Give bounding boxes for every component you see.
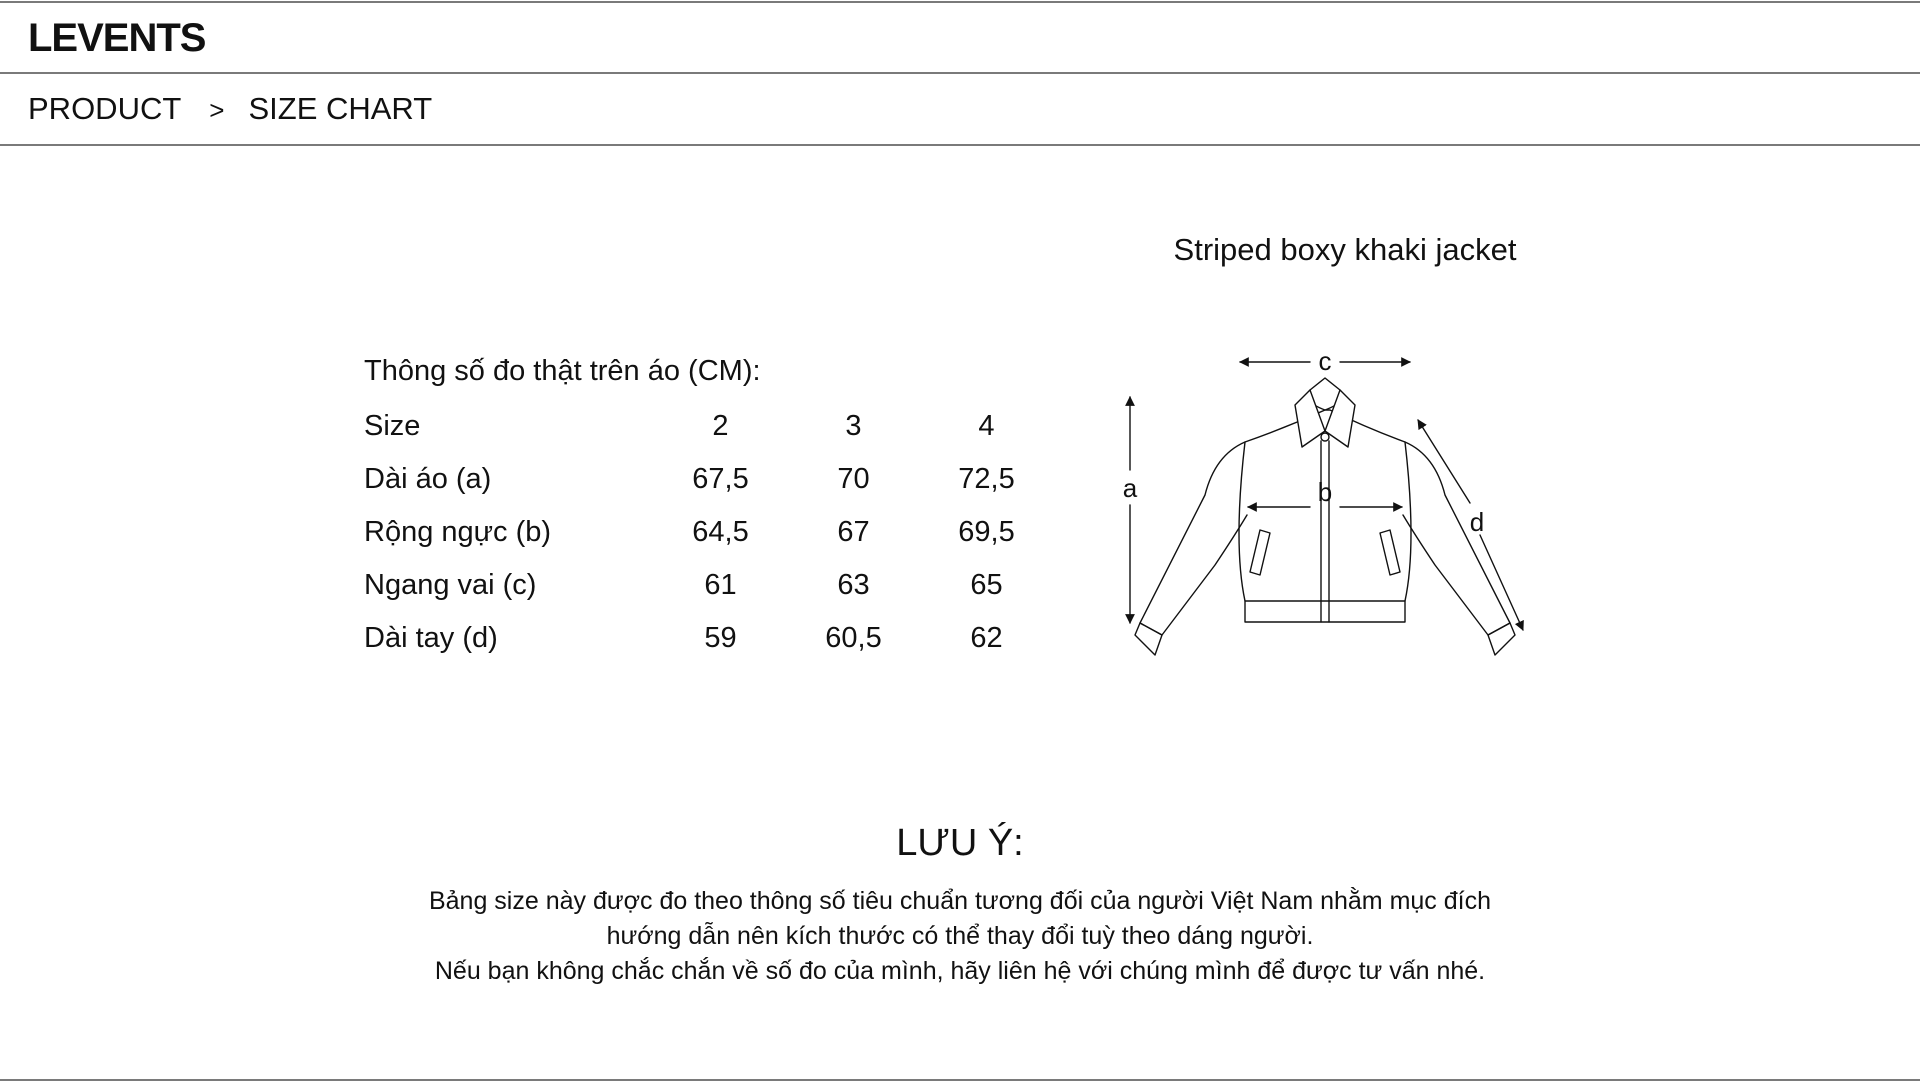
breadcrumb — [28, 84, 432, 134]
jacket-outline — [1135, 378, 1515, 655]
row-label: Rộng ngực (b) — [364, 516, 552, 548]
table-cell: 62 — [970, 622, 1003, 654]
note-line: Bảng size này được đo theo thông số tiêu chuẩn tương đối của người Việt Nam nhằm mục đích — [428, 887, 1492, 915]
breadcrumb-divider — [0, 144, 1920, 146]
breadcrumb-separator: > — [209, 95, 225, 125]
note-title: LƯU Ý: — [896, 822, 1024, 864]
size-header-cell: 4 — [978, 410, 995, 442]
brand-logo[interactable]: LEVENTS — [28, 16, 206, 60]
product-title: Striped boxy khaki jacket — [1173, 232, 1517, 267]
breadcrumb-item-size-chart: SIZE CHART — [248, 91, 433, 126]
table-row — [364, 612, 1053, 665]
top-border — [0, 1, 1920, 3]
note-line: Nếu bạn không chắc chắn về số đo của mình, hãy liên hệ với chúng mình để được tư vấn nhé. — [434, 957, 1486, 985]
table-cell: 69,5 — [958, 516, 1015, 548]
size-header-label: Size — [364, 410, 421, 442]
header-divider — [0, 72, 1920, 74]
table-cell: 67 — [837, 516, 870, 548]
jacket-measurement-diagram — [1105, 345, 1595, 665]
row-label: Dài áo (a) — [364, 463, 492, 495]
size-header-cell: 2 — [712, 410, 729, 442]
spec-heading: Thông số đo thật trên áo (CM): — [364, 355, 761, 387]
table-row — [364, 453, 1053, 506]
bottom-border — [0, 1079, 1920, 1081]
table-cell: 67,5 — [692, 463, 749, 495]
row-label: Ngang vai (c) — [364, 569, 537, 601]
size-header-row — [364, 400, 1053, 453]
table-row — [364, 506, 1053, 559]
label-a: a — [1122, 473, 1138, 503]
table-cell: 65 — [970, 569, 1003, 601]
label-c: c — [1318, 346, 1332, 376]
label-d: d — [1469, 507, 1485, 537]
table-cell: 60,5 — [825, 622, 882, 654]
breadcrumb-item-product[interactable]: PRODUCT — [28, 91, 182, 126]
size-table — [364, 400, 1053, 665]
table-cell: 70 — [837, 463, 870, 495]
table-cell: 59 — [704, 622, 737, 654]
label-b: b — [1317, 477, 1333, 507]
note-body — [260, 884, 1660, 989]
table-cell: 64,5 — [692, 516, 749, 548]
table-cell: 61 — [704, 569, 737, 601]
table-cell: 72,5 — [958, 463, 1015, 495]
table-row — [364, 559, 1053, 612]
size-header-cell: 3 — [845, 410, 862, 442]
note-line: hướng dẫn nên kích thước có thể thay đổi tuỳ theo dáng người. — [606, 922, 1314, 950]
table-cell: 63 — [837, 569, 870, 601]
row-label: Dài tay (d) — [364, 622, 498, 654]
